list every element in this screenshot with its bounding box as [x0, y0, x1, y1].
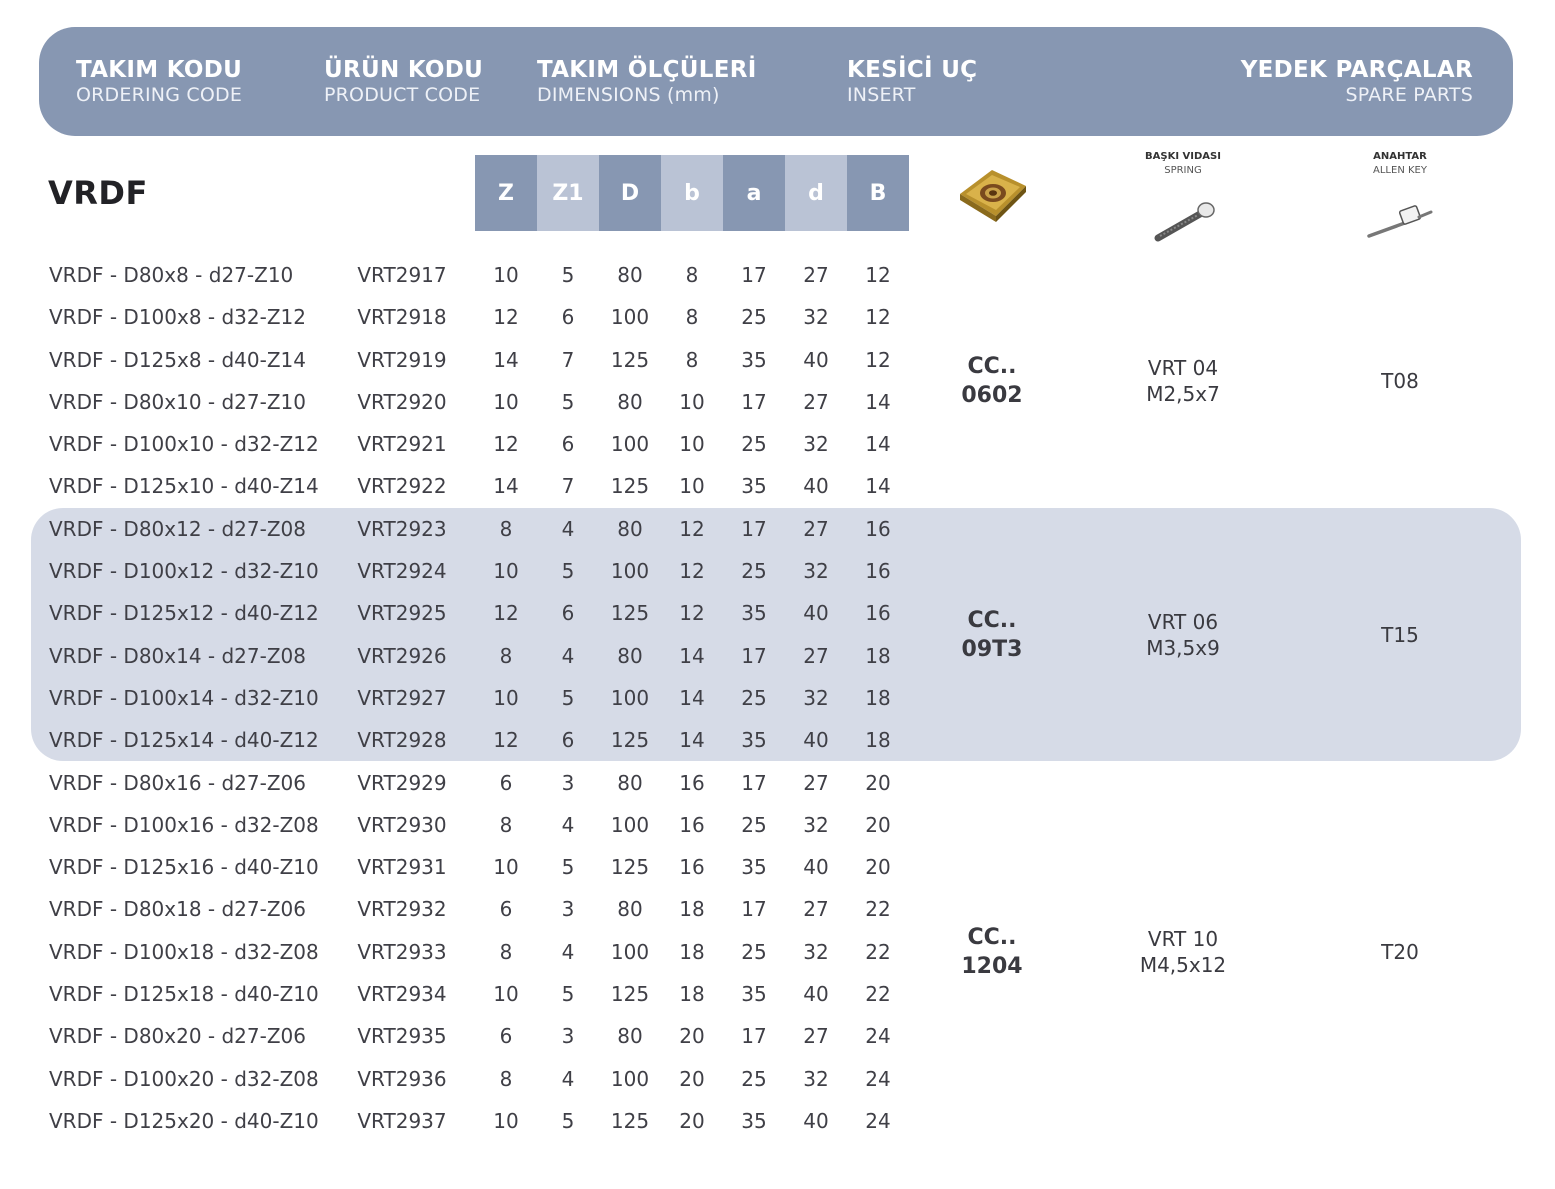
table-row	[0, 1015, 1555, 1057]
dimension-cell: 24	[865, 1066, 891, 1091]
dimension-cell: 125	[610, 601, 650, 626]
dimension-cell: 17	[741, 1024, 767, 1049]
product-code-cell: VRT2931	[357, 855, 447, 880]
dimension-cell: 17	[741, 643, 767, 668]
header-ordering-tr: TAKIM KODU	[76, 57, 243, 83]
dimension-cell: 18	[865, 643, 891, 668]
dimension-cell: 25	[741, 305, 767, 330]
dimension-cell: 6	[499, 1024, 513, 1049]
dim-header-b: b	[661, 155, 723, 231]
dimension-cell: 4	[561, 516, 575, 541]
dimension-cell: 100	[610, 812, 650, 837]
dimension-cell: 20	[865, 855, 891, 880]
dimension-cell: 40	[803, 855, 829, 880]
dimension-cell: 12	[493, 305, 519, 330]
insert-image	[952, 164, 1032, 224]
dimension-cell: 100	[610, 305, 650, 330]
dimension-cell: 6	[499, 770, 513, 795]
ordering-code-cell: VRDF - D125x20 - d40-Z10	[49, 1108, 319, 1133]
dimension-cell: 12	[493, 728, 519, 753]
screw-code-group-2	[1103, 609, 1263, 661]
dimension-cell: 8	[685, 347, 699, 372]
dimension-cell: 14	[679, 728, 705, 753]
dimension-cell: 25	[741, 812, 767, 837]
dimension-cell: 22	[865, 982, 891, 1007]
product-code-cell: VRT2934	[357, 982, 447, 1007]
ordering-code-cell: VRDF - D80x14 - d27-Z08	[49, 643, 306, 668]
dimension-cell: 80	[617, 1024, 643, 1049]
header-insert-tr: KESİCİ UÇ	[847, 57, 978, 83]
dimension-cell: 10	[679, 432, 705, 457]
product-code-cell: VRT2928	[357, 728, 447, 753]
dimension-cell: 32	[803, 1066, 829, 1091]
dimension-cell: 14	[493, 474, 519, 499]
dimension-cell: 16	[679, 812, 705, 837]
dimension-cell: 18	[679, 982, 705, 1007]
dimension-cell: 32	[803, 432, 829, 457]
dimension-cell: 3	[561, 897, 575, 922]
dimension-cell: 100	[610, 559, 650, 584]
table-row	[0, 550, 1555, 592]
dimension-cell: 14	[493, 347, 519, 372]
ordering-code-cell: VRDF - D100x18 - d32-Z08	[49, 939, 319, 964]
dimension-cell: 3	[561, 770, 575, 795]
header-spare-tr: YEDEK PARÇALAR	[1240, 57, 1473, 83]
dimension-cell: 5	[561, 1108, 575, 1133]
screw-code: VRT 06	[1147, 610, 1219, 634]
dimension-cell: 12	[679, 516, 705, 541]
table-row	[0, 1058, 1555, 1100]
ordering-code-cell: VRDF - D125x10 - d40-Z14	[49, 474, 319, 499]
insert-size: 09T3	[961, 637, 1023, 662]
ordering-code-cell: VRDF - D100x14 - d32-Z10	[49, 685, 319, 710]
dimension-cell: 40	[803, 474, 829, 499]
dimension-cell: 8	[499, 516, 513, 541]
key-code-group-2: T15	[1381, 623, 1419, 647]
table-row	[0, 973, 1555, 1015]
dimension-cell: 12	[679, 601, 705, 626]
dimension-cell: 27	[803, 263, 829, 287]
dimension-cell: 40	[803, 728, 829, 753]
dimension-cell: 14	[679, 643, 705, 668]
product-code-cell: VRT2926	[357, 643, 447, 668]
dim-header-d-upper: D	[599, 155, 661, 231]
dimension-header-row	[475, 155, 909, 231]
header-product-tr: ÜRÜN KODU	[324, 57, 484, 83]
header-product-code	[324, 57, 483, 107]
header-insert	[847, 57, 977, 107]
dimension-cell: 27	[803, 770, 829, 795]
dimension-cell: 80	[617, 263, 643, 287]
dimension-cell: 10	[493, 982, 519, 1007]
ordering-code-cell: VRDF - D125x12 - d40-Z12	[49, 601, 319, 626]
screw-code: VRT 04	[1147, 356, 1219, 380]
spare-header-key	[1330, 150, 1470, 178]
dimension-cell: 6	[561, 601, 575, 626]
dimension-cell: 80	[617, 643, 643, 668]
dimension-cell: 32	[803, 812, 829, 837]
dimension-cell: 12	[865, 263, 891, 287]
header-insert-en: INSERT	[847, 84, 916, 106]
product-code-cell: VRT2922	[357, 474, 447, 499]
key-code-group-3: T20	[1381, 940, 1419, 964]
dimension-cell: 25	[741, 432, 767, 457]
product-code-cell: VRT2917	[357, 263, 447, 287]
dimension-cell: 12	[865, 347, 891, 372]
dimension-cell: 6	[561, 432, 575, 457]
dimension-cell: 40	[803, 1108, 829, 1133]
dimension-cell: 25	[741, 939, 767, 964]
dimension-cell: 7	[561, 347, 575, 372]
product-table	[0, 254, 1555, 1142]
dimension-cell: 125	[610, 347, 650, 372]
ordering-code-cell: VRDF - D100x8 - d32-Z12	[49, 305, 306, 330]
ordering-code-cell: VRDF - D80x18 - d27-Z06	[49, 897, 306, 922]
dimension-cell: 18	[679, 939, 705, 964]
dimension-cell: 8	[499, 1066, 513, 1091]
table-row	[0, 804, 1555, 846]
dimension-cell: 10	[493, 685, 519, 710]
dimension-cell: 10	[493, 389, 519, 414]
dimension-cell: 5	[561, 982, 575, 1007]
dimension-cell: 35	[741, 474, 767, 499]
dimension-cell: 16	[865, 601, 891, 626]
dimension-cell: 10	[679, 389, 705, 414]
table-row	[0, 465, 1555, 507]
dimension-cell: 125	[610, 982, 650, 1007]
dimension-cell: 25	[741, 685, 767, 710]
dimension-cell: 5	[561, 685, 575, 710]
dimension-cell: 8	[685, 263, 699, 287]
dimension-cell: 10	[493, 855, 519, 880]
spare-key-tr: ANAHTAR	[1373, 151, 1427, 162]
dimension-cell: 80	[617, 770, 643, 795]
dimension-cell: 17	[741, 263, 767, 287]
dimension-cell: 32	[803, 305, 829, 330]
screw-code: VRT 10	[1147, 927, 1219, 951]
product-code-cell: VRT2929	[357, 770, 447, 795]
dimension-cell: 32	[803, 685, 829, 710]
dimension-cell: 22	[865, 897, 891, 922]
dimension-cell: 35	[741, 982, 767, 1007]
screw-code-group-1	[1103, 355, 1263, 407]
ordering-code-cell: VRDF - D100x12 - d32-Z10	[49, 559, 319, 584]
insert-size: 1204	[961, 954, 1023, 979]
dimension-cell: 125	[610, 474, 650, 499]
product-code-cell: VRT2932	[357, 897, 447, 922]
dimension-cell: 6	[561, 728, 575, 753]
dimension-cell: 35	[741, 347, 767, 372]
dimension-cell: 40	[803, 982, 829, 1007]
family-title: VRDF	[48, 174, 148, 212]
dimension-cell: 4	[561, 643, 575, 668]
dimension-cell: 20	[865, 770, 891, 795]
dim-header-b-upper: B	[847, 155, 909, 231]
dimension-cell: 100	[610, 685, 650, 710]
table-row	[0, 635, 1555, 677]
dimension-cell: 3	[561, 1024, 575, 1049]
dimension-cell: 27	[803, 516, 829, 541]
table-row	[0, 888, 1555, 930]
spare-key-en: ALLEN KEY	[1373, 165, 1427, 176]
dim-header-d: d	[785, 155, 847, 231]
product-code-cell: VRT2930	[357, 812, 447, 837]
table-row	[0, 339, 1555, 381]
ordering-code-cell: VRDF - D125x18 - d40-Z10	[49, 982, 319, 1007]
dimension-cell: 100	[610, 432, 650, 457]
dimension-cell: 25	[741, 1066, 767, 1091]
table-row	[0, 592, 1555, 634]
insert-code-group-3	[932, 923, 1052, 981]
product-code-cell: VRT2918	[357, 305, 447, 330]
product-code-cell: VRT2921	[357, 432, 447, 457]
header-product-en: PRODUCT CODE	[324, 84, 481, 106]
table-row	[0, 931, 1555, 973]
dimension-cell: 4	[561, 812, 575, 837]
dimension-cell: 18	[865, 685, 891, 710]
spare-screw-tr: BAŞKI VIDASI	[1145, 151, 1221, 162]
dimension-cell: 18	[679, 897, 705, 922]
ordering-code-cell: VRDF - D125x16 - d40-Z10	[49, 855, 319, 880]
dimension-cell: 12	[493, 432, 519, 457]
dimension-cell: 17	[741, 770, 767, 795]
header-ordering-code	[76, 57, 242, 107]
product-code-cell: VRT2937	[357, 1108, 447, 1133]
dimension-cell: 24	[865, 1108, 891, 1133]
product-code-cell: VRT2924	[357, 559, 447, 584]
dimension-cell: 10	[493, 263, 519, 287]
dimension-cell: 35	[741, 855, 767, 880]
dimension-cell: 40	[803, 347, 829, 372]
header-bar	[39, 27, 1513, 136]
dimension-cell: 8	[499, 812, 513, 837]
dimension-cell: 5	[561, 389, 575, 414]
dimension-cell: 27	[803, 897, 829, 922]
dimension-cell: 14	[865, 389, 891, 414]
dimension-cell: 20	[679, 1024, 705, 1049]
dimension-cell: 125	[610, 728, 650, 753]
insert-code-group-2	[932, 606, 1052, 664]
dimension-cell: 32	[803, 939, 829, 964]
header-ordering-en: ORDERING CODE	[76, 84, 243, 106]
dimension-cell: 16	[679, 770, 705, 795]
dimension-cell: 4	[561, 1066, 575, 1091]
dimension-cell: 5	[561, 263, 575, 287]
dimension-cell: 20	[679, 1108, 705, 1133]
dimension-cell: 35	[741, 601, 767, 626]
ordering-code-cell: VRDF - D80x20 - d27-Z06	[49, 1024, 306, 1049]
ordering-code-cell: VRDF - D80x8 - d27-Z10	[49, 263, 294, 287]
header-dimensions-tr: TAKIM ÖLÇÜLERİ	[537, 57, 757, 83]
spare-header-screw	[1113, 150, 1253, 178]
table-row	[0, 254, 1555, 296]
dimension-cell: 125	[610, 1108, 650, 1133]
dimension-cell: 35	[741, 728, 767, 753]
table-row	[0, 1100, 1555, 1142]
table-row	[0, 423, 1555, 465]
dimension-cell: 14	[679, 685, 705, 710]
screw-size: M3,5x9	[1146, 636, 1220, 660]
dimension-cell: 35	[741, 1108, 767, 1133]
dimension-cell: 24	[865, 1024, 891, 1049]
dimension-cell: 8	[499, 939, 513, 964]
dim-header-z1: Z1	[537, 155, 599, 231]
screw-size: M4,5x12	[1139, 953, 1227, 977]
product-code-cell: VRT2920	[357, 389, 447, 414]
table-row	[0, 296, 1555, 338]
dimension-cell: 80	[617, 897, 643, 922]
dimension-cell: 18	[865, 728, 891, 753]
table-row	[0, 508, 1555, 550]
insert-prefix: CC..	[967, 925, 1017, 950]
dimension-cell: 32	[803, 559, 829, 584]
table-row	[0, 846, 1555, 888]
dimension-cell: 40	[803, 601, 829, 626]
dimension-cell: 27	[803, 389, 829, 414]
dimension-cell: 8	[685, 305, 699, 330]
header-spare-en: SPARE PARTS	[1345, 84, 1473, 106]
dimension-cell: 27	[803, 1024, 829, 1049]
dimension-cell: 10	[493, 559, 519, 584]
product-code-cell: VRT2925	[357, 601, 447, 626]
dimension-cell: 17	[741, 516, 767, 541]
dimension-cell: 16	[865, 516, 891, 541]
spare-screw-en: SPRING	[1164, 165, 1202, 176]
key-code-group-1: T08	[1381, 369, 1419, 393]
dimension-cell: 22	[865, 939, 891, 964]
screw-size: M2,5x7	[1146, 382, 1220, 406]
dimension-cell: 12	[493, 601, 519, 626]
insert-prefix: CC..	[967, 608, 1017, 633]
dimension-cell: 27	[803, 643, 829, 668]
allen-key-icon	[1365, 200, 1435, 244]
screw-icon	[1150, 196, 1220, 246]
ordering-code-cell: VRDF - D100x20 - d32-Z08	[49, 1066, 319, 1091]
dimension-cell: 25	[741, 559, 767, 584]
dimension-cell: 100	[610, 1066, 650, 1091]
dimension-cell: 125	[610, 855, 650, 880]
dimension-cell: 6	[499, 897, 513, 922]
ordering-code-cell: VRDF - D125x8 - d40-Z14	[49, 347, 306, 372]
dim-header-z: Z	[475, 155, 537, 231]
dimension-cell: 17	[741, 897, 767, 922]
insert-prefix: CC..	[967, 354, 1017, 379]
dimension-cell: 20	[865, 812, 891, 837]
product-code-cell: VRT2936	[357, 1066, 447, 1091]
header-spare-parts	[1241, 57, 1473, 107]
ordering-code-cell: VRDF - D80x12 - d27-Z08	[49, 516, 306, 541]
dimension-cell: 16	[679, 855, 705, 880]
header-dimensions-en: DIMENSIONS (mm)	[537, 84, 720, 106]
dimension-cell: 6	[561, 305, 575, 330]
table-row	[0, 677, 1555, 719]
dim-header-a: a	[723, 155, 785, 231]
dimension-cell: 8	[499, 643, 513, 668]
product-code-cell: VRT2933	[357, 939, 447, 964]
dimension-cell: 12	[865, 305, 891, 330]
dimension-cell: 7	[561, 474, 575, 499]
table-row	[0, 719, 1555, 761]
ordering-code-cell: VRDF - D100x10 - d32-Z12	[49, 432, 319, 457]
dimension-cell: 20	[679, 1066, 705, 1091]
dimension-cell: 17	[741, 389, 767, 414]
dimension-cell: 4	[561, 939, 575, 964]
dimension-cell: 80	[617, 516, 643, 541]
ordering-code-cell: VRDF - D80x10 - d27-Z10	[49, 389, 306, 414]
dimension-cell: 10	[493, 1108, 519, 1133]
insert-size: 0602	[961, 383, 1023, 408]
ordering-code-cell: VRDF - D80x16 - d27-Z06	[49, 770, 306, 795]
dimension-cell: 5	[561, 855, 575, 880]
header-dimensions	[537, 57, 757, 107]
ordering-code-cell: VRDF - D100x16 - d32-Z08	[49, 812, 319, 837]
insert-code-group-1	[932, 352, 1052, 410]
table-row	[0, 762, 1555, 804]
dimension-cell: 5	[561, 559, 575, 584]
dimension-cell: 14	[865, 474, 891, 499]
product-code-cell: VRT2935	[357, 1024, 447, 1049]
ordering-code-cell: VRDF - D125x14 - d40-Z12	[49, 728, 319, 753]
dimension-cell: 12	[679, 559, 705, 584]
dimension-cell: 10	[679, 474, 705, 499]
dimension-cell: 80	[617, 389, 643, 414]
dimension-cell: 14	[865, 432, 891, 457]
dimension-cell: 16	[865, 559, 891, 584]
screw-code-group-3	[1103, 926, 1263, 978]
product-code-cell: VRT2919	[357, 347, 447, 372]
product-code-cell: VRT2923	[357, 516, 447, 541]
table-row	[0, 381, 1555, 423]
dimension-cell: 100	[610, 939, 650, 964]
product-code-cell: VRT2927	[357, 685, 447, 710]
